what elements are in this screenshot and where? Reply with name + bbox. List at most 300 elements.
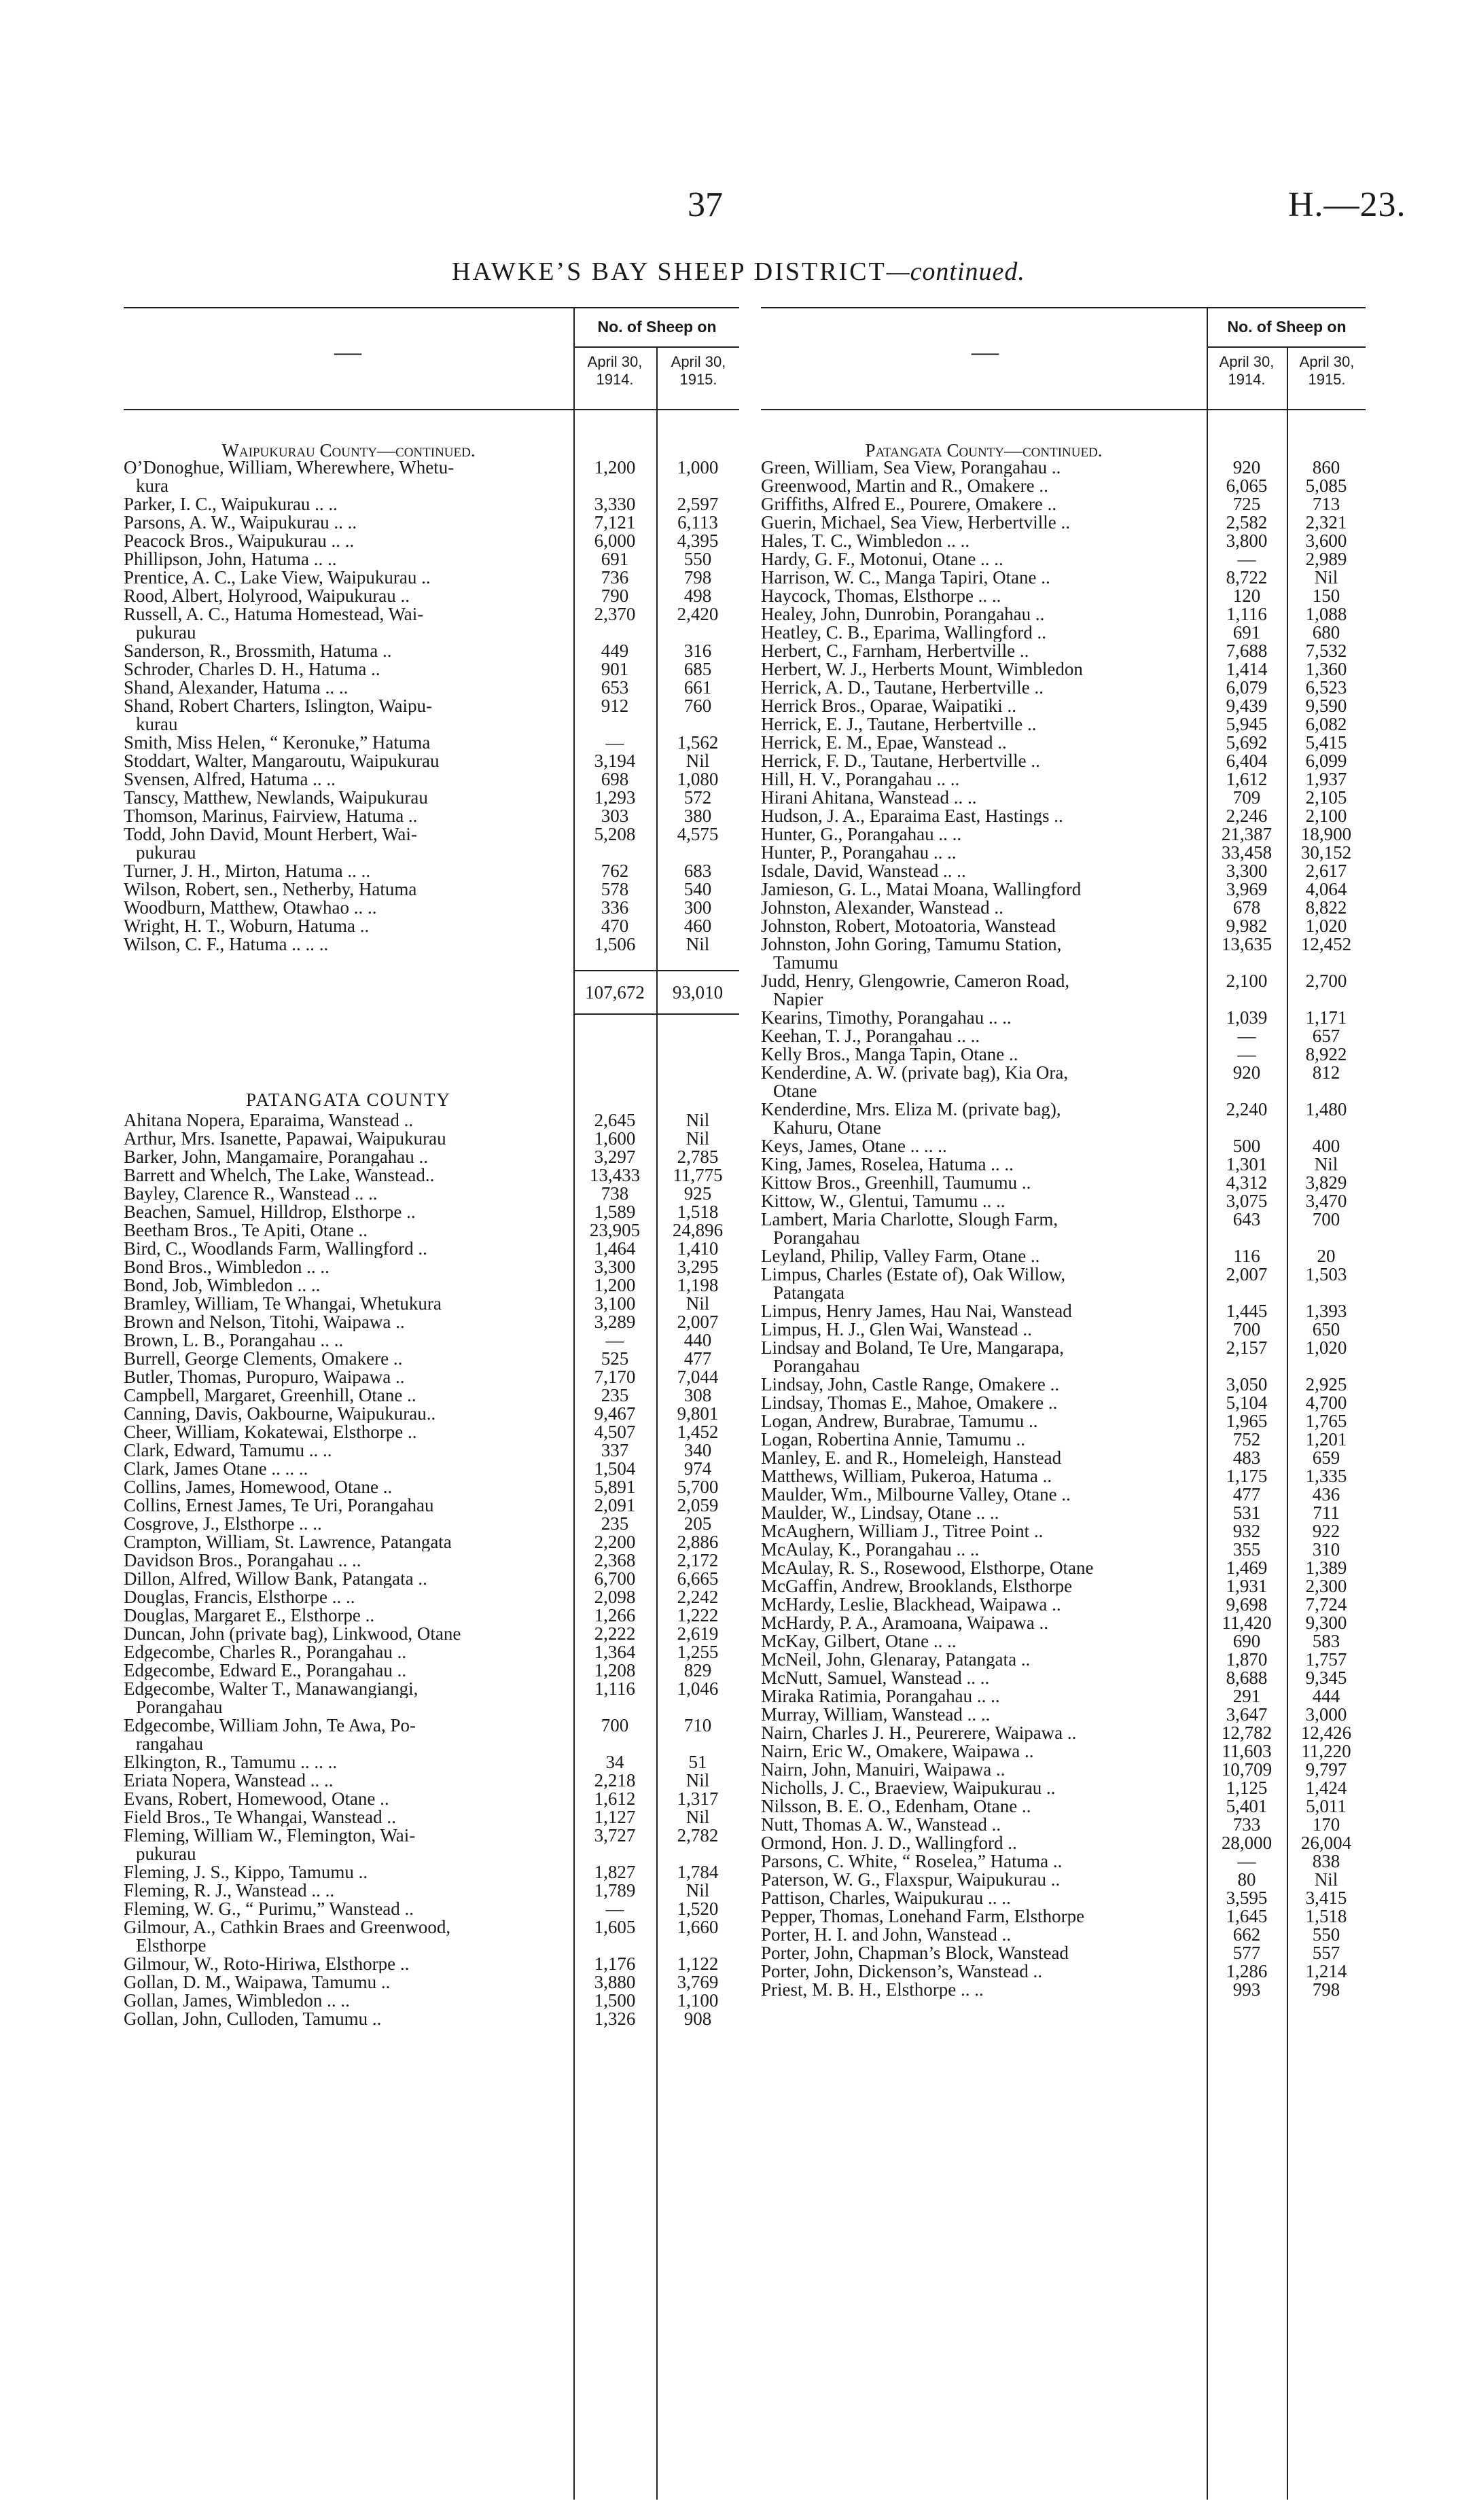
- holder-name: Kenderdine, A. W. (private bag), Kia Ora,: [761, 1064, 1069, 1082]
- sheep-1915: 1,255: [677, 1642, 719, 1662]
- holder-name: Herrick Bros., Oparae, Waipatiki ..: [761, 697, 1016, 715]
- right-patangata-row: [761, 605, 1366, 624]
- right-patangata-row: [761, 1577, 1366, 1596]
- left-patangata-row: [124, 1185, 739, 1203]
- sheep-1915: [656, 715, 739, 734]
- holder-name-continuation: Porangahau: [136, 1698, 223, 1716]
- holder-name: Kenderdine, Mrs. Eliza M. (private bag),: [761, 1100, 1061, 1119]
- sheep-1914: 4,312: [1226, 1172, 1268, 1193]
- right-patangata-row: [761, 1816, 1366, 1834]
- sheep-1914: 725: [1232, 494, 1261, 514]
- holder-name: Johnston, Robert, Motoatoria, Wanstead: [761, 917, 1056, 935]
- sheep-1914: 120: [1232, 586, 1261, 606]
- holder-name-continuation: kura: [136, 477, 168, 495]
- left-patangata-row: [124, 1111, 739, 1130]
- sheep-1914: 3,330: [594, 494, 636, 514]
- holder-name: Murray, William, Wanstead .. ..: [761, 1706, 991, 1724]
- left-waipukurau-row: [124, 697, 739, 715]
- holder-name: McHardy, Leslie, Blackhead, Waipawa ..: [761, 1596, 1061, 1614]
- holder-name: Kearins, Timothy, Porangahau .. ..: [761, 1009, 1012, 1027]
- sheep-1914: 1,827: [594, 1862, 636, 1882]
- right-patangata-row: [761, 1045, 1366, 1064]
- holder-name: Canning, Davis, Oakbourne, Waipukurau..: [124, 1405, 436, 1423]
- left-patangata-row: [124, 1937, 739, 1955]
- left-patangata-row: [124, 1606, 739, 1625]
- holder-name-continuation: Napier: [773, 990, 823, 1009]
- sheep-1914: 531: [1232, 1502, 1261, 1523]
- holder-name: Kittow, W., Glentui, Tamumu .. ..: [761, 1192, 1006, 1210]
- holder-name: Lindsay, John, Castle Range, Omakere ..: [761, 1375, 1060, 1394]
- holder-name: Gollan, John, Culloden, Tamumu ..: [124, 2010, 382, 2028]
- holder-name: Jamieson, G. L., Matai Moana, Wallingford: [761, 880, 1082, 899]
- holder-name: Nairn, Eric W., Omakere, Waipawa ..: [761, 1742, 1034, 1761]
- right-patangata-row: [761, 697, 1366, 715]
- holder-name: Herrick, F. D., Tautane, Herbertville ..: [761, 752, 1040, 770]
- holder-name-continuation: Tamumu: [773, 954, 838, 972]
- right-patangata-row: [761, 1926, 1366, 1944]
- sheep-1914: 449: [601, 641, 629, 661]
- sheep-1914: [1207, 1284, 1287, 1302]
- sheep-1915: 1,317: [677, 1788, 719, 1809]
- holder-name: Nairn, Charles J. H., Peurerere, Waipawa ..: [761, 1724, 1077, 1742]
- sheep-1915: 12,426: [1300, 1723, 1352, 1743]
- holder-name: Todd, John David, Mount Herbert, Wai-: [124, 825, 417, 844]
- sheep-1915: 1,171: [1305, 1007, 1347, 1028]
- holder-name-continuation: Elsthorpe: [136, 1937, 207, 1955]
- holder-name: Logan, Andrew, Burabrae, Tamumu ..: [761, 1412, 1038, 1430]
- sheep-1915: [1287, 1119, 1366, 1137]
- sheep-1915: 4,700: [1305, 1392, 1347, 1413]
- sheep-1915: [656, 1698, 739, 1716]
- holder-name: Kelly Bros., Manga Tapin, Otane ..: [761, 1045, 1018, 1064]
- sheep-1915: 1,122: [677, 1954, 719, 1974]
- sheep-1915: 572: [683, 787, 712, 808]
- left-patangata-row: [124, 1478, 739, 1496]
- right-patangata-row: [761, 1284, 1366, 1302]
- holder-name: Hardy, G. F., Motonui, Otane .. ..: [761, 550, 1003, 569]
- sheep-1914: 3,647: [1226, 1704, 1268, 1725]
- sheep-1915: 7,532: [1305, 641, 1347, 661]
- sheep-1915: 812: [1312, 1062, 1340, 1083]
- sheep-1914: 920: [1232, 457, 1261, 478]
- sheep-1914: [573, 844, 656, 862]
- sheep-1914: 1,645: [1226, 1906, 1268, 1926]
- holder-name: Kittow Bros., Greenhill, Taumumu ..: [761, 1174, 1031, 1192]
- right-patangata-row: [761, 990, 1366, 1009]
- sheep-1914: 303: [601, 806, 629, 826]
- right-patangata-row: [761, 1027, 1366, 1045]
- holder-name: Lambert, Maria Charlotte, Slough Farm,: [761, 1210, 1058, 1229]
- sheep-1915: 2,105: [1305, 787, 1347, 808]
- holder-name: Hirani Ahitana, Wanstead .. ..: [761, 789, 977, 807]
- holder-name: Johnston, Alexander, Wanstead ..: [761, 899, 1003, 917]
- holder-name: Porter, H. I. and John, Wanstead ..: [761, 1926, 1012, 1944]
- sheep-1915: 1,088: [1305, 604, 1347, 624]
- holder-name: Herrick, A. D., Tautane, Herbertville ..: [761, 679, 1044, 697]
- report-code: H.—23.: [1288, 185, 1406, 224]
- sheep-1915: 5,085: [1305, 475, 1347, 496]
- holder-name: Harrison, W. C., Manga Tapiri, Otane ..: [761, 569, 1050, 587]
- sheep-1914: 6,404: [1226, 751, 1268, 771]
- holder-name: Hales, T. C., Wimbledon .. ..: [761, 532, 970, 550]
- left-waipukurau-row: [124, 715, 739, 734]
- left-patangata-row: [124, 1368, 739, 1386]
- sheep-1915: 26,004: [1300, 1833, 1352, 1853]
- left-patangata-row: [124, 1826, 739, 1845]
- sheep-1914: 6,700: [594, 1568, 636, 1589]
- sheep-1914: 13,433: [589, 1165, 641, 1185]
- sheep-1915: 683: [683, 861, 712, 881]
- left-patangata-row: [124, 1790, 739, 1808]
- sheep-1915: 2,617: [1305, 861, 1347, 881]
- sheep-1914: [573, 1698, 656, 1716]
- sheep-1915: [656, 624, 739, 642]
- left-patangata-row: [124, 1643, 739, 1661]
- left-header-dash: —: [334, 336, 361, 367]
- sheep-1914: —: [1237, 1026, 1256, 1046]
- holder-name: McHardy, P. A., Aramoana, Waipawa ..: [761, 1614, 1048, 1632]
- holder-name: Douglas, Margaret E., Elsthorpe ..: [124, 1606, 375, 1625]
- right-patangata-row: [761, 624, 1366, 642]
- sheep-1915: 3,600: [1305, 530, 1347, 551]
- sheep-1914: 8,722: [1226, 567, 1268, 588]
- sheep-1914: 2,098: [594, 1587, 636, 1607]
- left-patangata-row: [124, 1845, 739, 1863]
- holder-name-continuation: rangahau: [136, 1735, 203, 1753]
- sheep-1915: 550: [683, 549, 712, 569]
- sheep-1914: 662: [1232, 1924, 1261, 1945]
- sheep-1915: 1,080: [677, 769, 719, 789]
- sheep-1915: 3,470: [1305, 1191, 1347, 1211]
- sheep-1914: 34: [605, 1752, 624, 1772]
- sheep-1915: 2,007: [677, 1312, 719, 1332]
- left-patangata-row: [124, 1148, 739, 1166]
- holder-name: Peacock Bros., Waipukurau .. ..: [124, 532, 355, 550]
- holder-name: Bond Bros., Wimbledon .. ..: [124, 1258, 330, 1276]
- left-patangata-row: [124, 1203, 739, 1221]
- holder-name: Prentice, A. C., Lake View, Waipukurau ..: [124, 569, 431, 587]
- sheep-1915: 1,480: [1305, 1099, 1347, 1119]
- left-waipukurau-row: [124, 862, 739, 880]
- sheep-1914: 993: [1232, 1979, 1261, 2000]
- sheep-1915: 1,518: [1305, 1906, 1347, 1926]
- holder-name: Field Bros., Te Whangai, Wanstead ..: [124, 1808, 396, 1826]
- right-patangata-row: [761, 734, 1366, 752]
- sheep-1915: 1,389: [1305, 1558, 1347, 1578]
- right-patangata-row: [761, 1265, 1366, 1284]
- holder-name: Parsons, C. White, “ Roselea,” Hatuma ..: [761, 1852, 1063, 1871]
- sheep-1915: 6,113: [677, 512, 718, 533]
- holder-name: Edgecombe, Edward E., Porangahau ..: [124, 1661, 407, 1680]
- right-patangata-row: [761, 1229, 1366, 1247]
- holder-name-continuation: Porangahau: [773, 1357, 860, 1375]
- left-header-group: No. of Sheep on: [597, 318, 717, 336]
- holder-name: Manley, E. and R., Homeleigh, Hanstead: [761, 1449, 1062, 1467]
- sheep-1915: 8,822: [1305, 897, 1347, 918]
- sheep-1915: 908: [683, 2009, 712, 2029]
- left-waipukurau-row: [124, 624, 739, 642]
- sheep-1914: 691: [601, 549, 629, 569]
- holder-name: Nairn, John, Manuiri, Waipawa ..: [761, 1761, 1006, 1779]
- holder-name: Herbert, W. J., Herberts Mount, Wimbledon: [761, 660, 1083, 679]
- right-patangata-row: [761, 1412, 1366, 1430]
- holder-name: Lindsay and Boland, Te Ure, Mangarapa,: [761, 1339, 1064, 1357]
- holder-name: Pattison, Charles, Waipukurau .. ..: [761, 1889, 1011, 1907]
- left-patangata-row: [124, 2010, 739, 2028]
- sheep-1914: 698: [601, 769, 629, 789]
- left-waipukurau-row: [124, 477, 739, 495]
- sheep-1915: [1287, 1082, 1366, 1100]
- right-patangata-row: [761, 899, 1366, 917]
- left-patangata-row: [124, 1460, 739, 1478]
- sheep-1915: 925: [683, 1183, 712, 1204]
- sheep-1915: Nil: [686, 1770, 710, 1790]
- right-patangata-row: [761, 1706, 1366, 1724]
- sheep-1915: 30,152: [1300, 842, 1352, 863]
- sheep-1914: 1,326: [594, 2009, 636, 2029]
- holder-name: Evans, Robert, Homewood, Otane ..: [124, 1790, 389, 1808]
- sheep-1914: 2,370: [594, 604, 636, 624]
- holder-name: Beachen, Samuel, Hilldrop, Elsthorpe ..: [124, 1203, 416, 1221]
- right-patangata-row: [761, 1467, 1366, 1486]
- holder-name: Paterson, W. G., Flaxspur, Waipukurau ..: [761, 1871, 1061, 1889]
- sheep-1914: 1,589: [594, 1202, 636, 1222]
- left-rows-waipukurau: [124, 458, 739, 954]
- right-patangata-row: [761, 1871, 1366, 1889]
- sheep-1915: 380: [683, 806, 712, 826]
- sheep-1914: —: [605, 1898, 624, 1919]
- right-section-header-patangata: Patangata County—continued.: [865, 440, 1103, 461]
- left-patangata-row: [124, 1551, 739, 1570]
- sheep-1915: [656, 844, 739, 862]
- sheep-1914: 470: [601, 916, 629, 936]
- holder-name-continuation: Otane: [773, 1082, 817, 1100]
- sheep-1914: 1,464: [594, 1238, 636, 1259]
- left-total-row: [124, 970, 739, 1015]
- sheep-1914: 3,595: [1226, 1888, 1268, 1908]
- right-table-header: [761, 308, 1366, 410]
- sheep-1915: 7,044: [677, 1367, 719, 1387]
- sheep-1914: 80: [1237, 1869, 1256, 1890]
- sheep-1915: 20: [1317, 1246, 1336, 1266]
- sheep-1914: 3,300: [1226, 861, 1268, 881]
- holder-name: Limpus, Henry James, Hau Nai, Wanstead: [761, 1302, 1072, 1320]
- right-patangata-row: [761, 1907, 1366, 1926]
- sheep-1914: 1,931: [1226, 1576, 1268, 1596]
- sheep-1915: 710: [683, 1715, 712, 1735]
- left-waipukurau-row: [124, 679, 739, 697]
- sheep-1914: 9,439: [1226, 696, 1268, 716]
- sheep-1914: 1,200: [594, 457, 636, 478]
- sheep-1914: 1,789: [594, 1880, 636, 1901]
- holder-name: Heatley, C. B., Eparima, Wallingford ..: [761, 624, 1046, 642]
- right-patangata-row: [761, 1155, 1366, 1174]
- sheep-1914: 700: [601, 1715, 629, 1735]
- sheep-1914: 235: [601, 1513, 629, 1534]
- sheep-1914: 1,870: [1226, 1649, 1268, 1670]
- holder-name: Dillon, Alfred, Willow Bank, Patangata ..: [124, 1570, 427, 1588]
- sheep-1915: 2,059: [677, 1495, 719, 1515]
- right-patangata-row: [761, 1357, 1366, 1375]
- right-patangata-row: [761, 954, 1366, 972]
- sheep-1914: 7,688: [1226, 641, 1268, 661]
- right-patangata-row: [761, 1614, 1366, 1632]
- sheep-1914: 9,698: [1226, 1594, 1268, 1615]
- sheep-1914: 1,605: [594, 1917, 636, 1937]
- right-patangata-row: [761, 1375, 1366, 1394]
- sheep-1914: 2,218: [594, 1770, 636, 1790]
- sheep-1914: 235: [601, 1385, 629, 1405]
- right-patangata-row: [761, 1596, 1366, 1614]
- right-patangata-row: [761, 844, 1366, 862]
- sheep-1915: 2,597: [677, 494, 719, 514]
- sheep-1915: 798: [683, 567, 712, 588]
- holder-name: McNeil, John, Glenaray, Patangata ..: [761, 1651, 1031, 1669]
- right-header-dash: —: [972, 336, 999, 367]
- sheep-1914: 1,500: [594, 1990, 636, 2011]
- sheep-1914: [573, 1937, 656, 1955]
- sheep-1914: 500: [1232, 1136, 1261, 1156]
- left-waipukurau-row: [124, 789, 739, 807]
- sheep-1915: 3,829: [1305, 1172, 1347, 1193]
- holder-name: Eriata Nopera, Wanstead .. ..: [124, 1771, 334, 1790]
- sheep-1915: 1,393: [1305, 1301, 1347, 1321]
- sheep-1914: 1,506: [594, 934, 636, 954]
- left-rows-patangata: [124, 1111, 739, 2028]
- holder-name: McKay, Gilbert, Otane .. ..: [761, 1632, 957, 1651]
- sheep-1915: 2,242: [677, 1587, 719, 1607]
- sheep-1914: 33,458: [1221, 842, 1273, 863]
- holder-name-continuation: pukurau: [136, 1845, 196, 1863]
- sheep-1915: 6,523: [1305, 677, 1347, 698]
- left-header-1915: April 30, 1915.: [671, 353, 726, 388]
- sheep-1915: 2,989: [1305, 549, 1347, 569]
- holder-name: Maulder, Wm., Milbourne Valley, Otane ..: [761, 1486, 1071, 1504]
- sheep-1915: 5,700: [677, 1477, 719, 1497]
- holder-name: Barrett and Whelch, The Lake, Wanstead..: [124, 1166, 435, 1185]
- left-total-1914: 107,672: [585, 982, 645, 1003]
- sheep-1915: 4,395: [677, 530, 719, 551]
- sheep-1914: 1,469: [1226, 1558, 1268, 1578]
- sheep-1915: [1287, 1357, 1366, 1375]
- sheep-1914: 762: [601, 861, 629, 881]
- right-patangata-row: [761, 1486, 1366, 1504]
- right-patangata-row: [761, 1174, 1366, 1192]
- sheep-1915: Nil: [1314, 1869, 1338, 1890]
- right-patangata-row: [761, 1559, 1366, 1577]
- right-table: [761, 307, 1366, 1999]
- sheep-1914: 3,727: [594, 1825, 636, 1846]
- sheep-1915: Nil: [686, 1128, 710, 1149]
- sheep-1915: 1,937: [1305, 769, 1347, 789]
- sheep-1914: —: [1237, 549, 1256, 569]
- holder-name: Bayley, Clarence R., Wanstead .. ..: [124, 1185, 378, 1203]
- sheep-1915: 1,198: [677, 1275, 719, 1295]
- sheep-1914: 1,175: [1226, 1466, 1268, 1486]
- left-total-1915: 93,010: [672, 982, 724, 1003]
- left-patangata-row: [124, 1386, 739, 1405]
- holder-name: Healey, John, Dunrobin, Porangahau ..: [761, 605, 1045, 624]
- sheep-1914: 291: [1232, 1686, 1261, 1706]
- sheep-1914: [573, 715, 656, 734]
- sheep-1915: 2,619: [677, 1623, 719, 1644]
- sheep-1915: 2,782: [677, 1825, 719, 1846]
- sheep-1915: 400: [1312, 1136, 1340, 1156]
- sheep-1915: 310: [1312, 1539, 1340, 1560]
- sheep-1914: 1,504: [594, 1458, 636, 1479]
- sheep-1914: 577: [1232, 1943, 1261, 1963]
- holder-name: Shand, Alexander, Hatuma .. ..: [124, 679, 349, 697]
- sheep-1914: 1,127: [594, 1807, 636, 1827]
- sheep-1915: 922: [1312, 1521, 1340, 1541]
- holder-name: Clark, Edward, Tamumu .. ..: [124, 1441, 332, 1460]
- sheep-1914: [573, 1845, 656, 1863]
- sheep-1914: 1,286: [1226, 1961, 1268, 1981]
- left-patangata-row: [124, 1680, 739, 1698]
- left-section-header-waipukurau: Waipukurau County—continued.: [221, 440, 476, 461]
- sheep-1915: 150: [1312, 586, 1340, 606]
- holder-name: Campbell, Margaret, Greenhill, Otane ..: [124, 1386, 416, 1405]
- sheep-1915: 436: [1312, 1484, 1340, 1505]
- holder-name: Russell, A. C., Hatuma Homestead, Wai-: [124, 605, 424, 624]
- sheep-1915: 2,300: [1305, 1576, 1347, 1596]
- holder-name: Gilmour, A., Cathkin Braes and Greenwood,: [124, 1918, 451, 1937]
- left-patangata-row: [124, 1295, 739, 1313]
- sheep-1915: 3,415: [1305, 1888, 1347, 1908]
- holder-name: Haycock, Thomas, Elsthorpe .. ..: [761, 587, 1001, 605]
- sheep-1914: 11,420: [1222, 1613, 1272, 1633]
- holder-name: Ormond, Hon. J. D., Wallingford ..: [761, 1834, 1017, 1852]
- sheep-1914: 1,200: [594, 1275, 636, 1295]
- sheep-1914: 1,266: [594, 1605, 636, 1625]
- sheep-1915: 685: [683, 659, 712, 679]
- sheep-1914: 643: [1232, 1209, 1261, 1229]
- holder-name: Fleming, J. S., Kippo, Tamumu ..: [124, 1863, 368, 1882]
- sheep-1915: [656, 1937, 739, 1955]
- sheep-1914: 5,104: [1226, 1392, 1268, 1413]
- holder-name: Brown, L. B., Porangahau .. ..: [124, 1331, 344, 1350]
- holder-name: Maulder, W., Lindsay, Otane .. ..: [761, 1504, 999, 1522]
- sheep-1915: 18,900: [1300, 824, 1352, 844]
- left-patangata-row: [124, 1882, 739, 1900]
- sheep-1914: [1207, 1082, 1287, 1100]
- sheep-1915: [1287, 990, 1366, 1009]
- left-waipukurau-row: [124, 514, 739, 532]
- sheep-1915: Nil: [686, 1807, 710, 1827]
- sheep-1915: 9,801: [677, 1403, 719, 1424]
- left-patangata-row: [124, 1221, 739, 1240]
- sheep-1915: 1,020: [1305, 916, 1347, 936]
- right-patangata-row: [761, 477, 1366, 495]
- right-patangata-row: [761, 587, 1366, 605]
- sheep-1915: 1,424: [1305, 1778, 1347, 1798]
- sheep-1915: 829: [683, 1660, 712, 1680]
- right-patangata-row: [761, 1082, 1366, 1100]
- sheep-1915: 205: [683, 1513, 712, 1534]
- sheep-1914: 28,000: [1221, 1833, 1273, 1853]
- holder-name: Herrick, E. J., Tautane, Herbertville ..: [761, 715, 1037, 734]
- right-patangata-row: [761, 1119, 1366, 1137]
- holder-name: Hunter, G., Porangahau .. ..: [761, 825, 962, 844]
- right-patangata-row: [761, 569, 1366, 587]
- holder-name: Phillipson, John, Hatuma .. ..: [124, 550, 337, 569]
- sheep-1915: 1,660: [677, 1917, 719, 1937]
- sheep-1914: —: [605, 732, 624, 753]
- sheep-1915: 1,360: [1305, 659, 1347, 679]
- sheep-1914: 12,782: [1221, 1723, 1273, 1743]
- left-patangata-row: [124, 1863, 739, 1882]
- sheep-1915: 9,345: [1305, 1668, 1347, 1688]
